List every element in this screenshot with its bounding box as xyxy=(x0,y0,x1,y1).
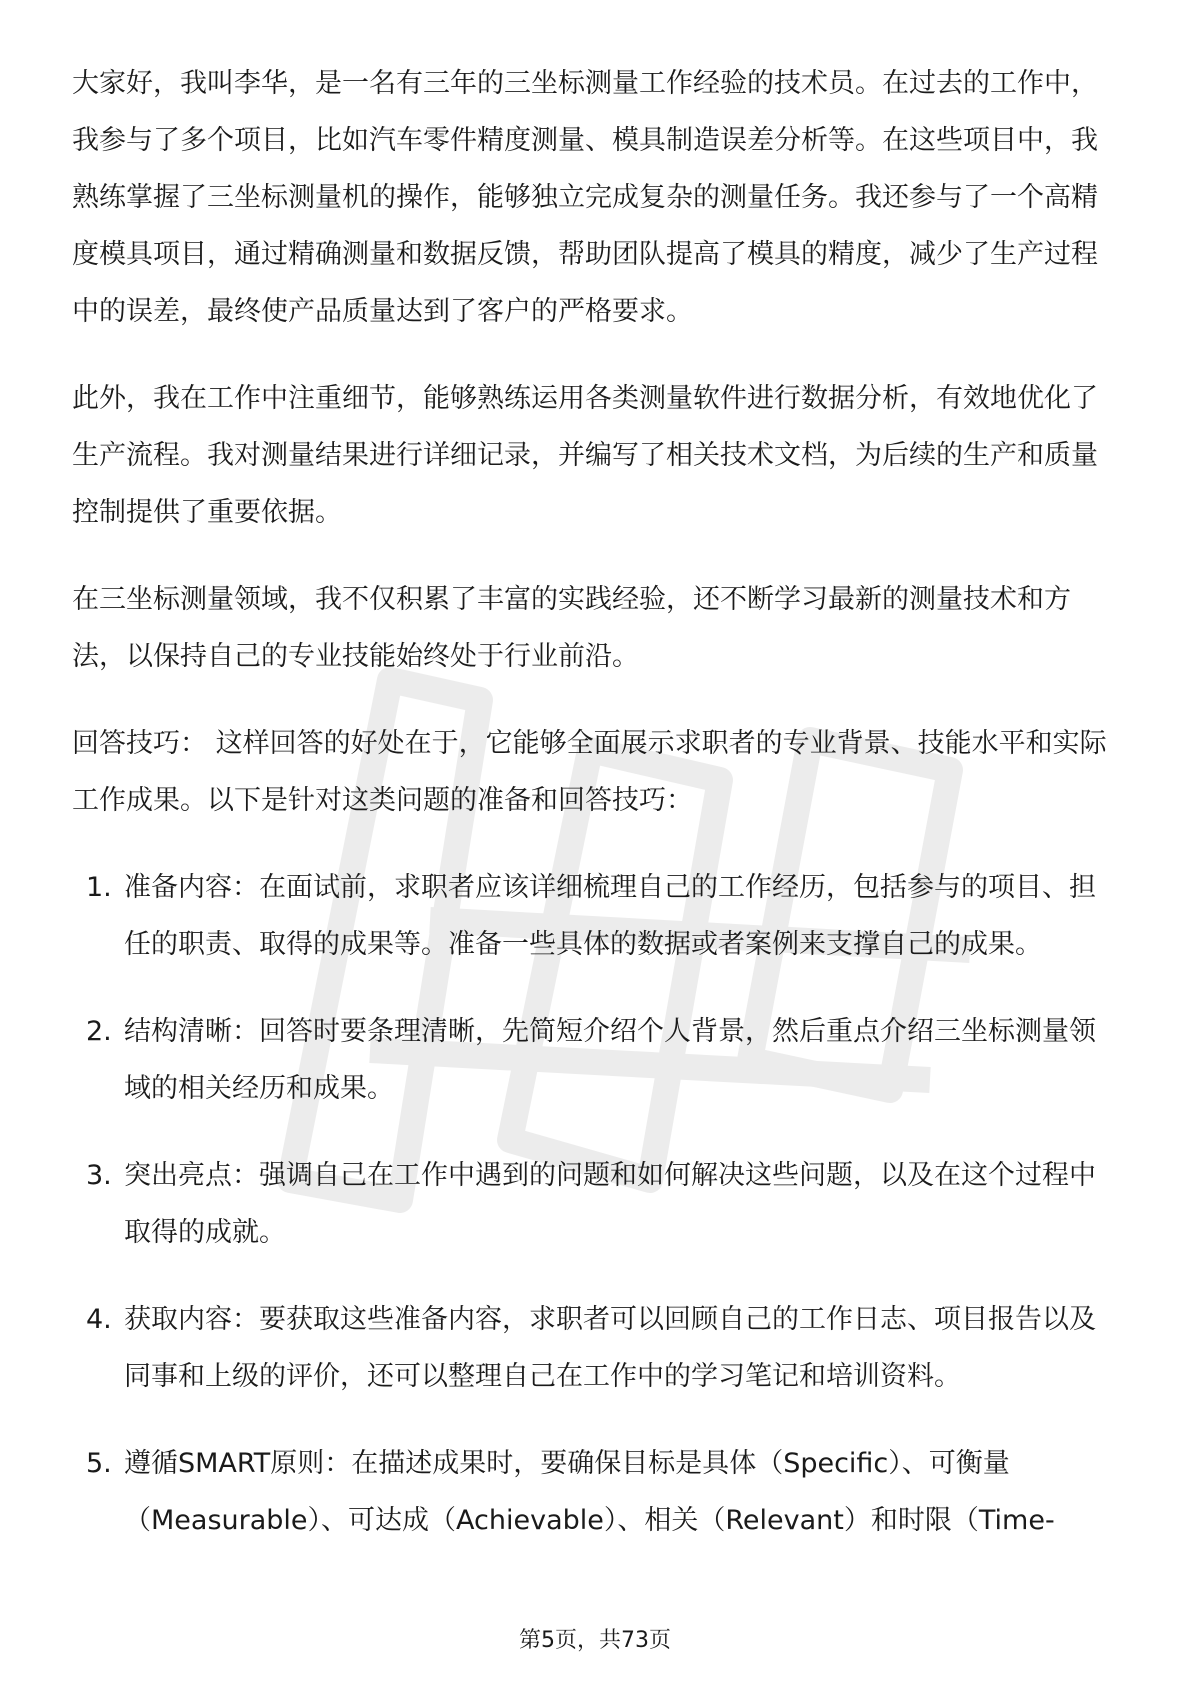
list-item xyxy=(72,1435,1122,1549)
list-item-number: 3. xyxy=(86,1160,112,1191)
list-item-text: 准备内容：在面试前，求职者应该详细梳理自己的工作经历，包括参与的项目、担任的职责、取得的成果等。准备一些具体的数据或者案例来支撑自己的成果。 xyxy=(124,872,1096,960)
list-item xyxy=(72,1003,1122,1117)
list-item-text: 获取内容：要获取这些准备内容，求职者可以回顾自己的工作日志、项目报告以及同事和上级的评价，还可以整理自己在工作中的学习笔记和培训资料。 xyxy=(124,1304,1096,1392)
tips-list xyxy=(72,859,1122,1549)
list-item xyxy=(72,1147,1122,1261)
list-item-text: 结构清晰：回答时要条理清晰，先简短介绍个人背景，然后重点介绍三坐标测量领域的相关经历和成果。 xyxy=(124,1016,1096,1104)
detail-paragraph: 此外，我在工作中注重细节，能够熟练运用各类测量软件进行数据分析，有效地优化了生产流程。我对测量结果进行详细记录，并编写了相关技术文档，为后续的生产和质量控制提供了重要依据。 xyxy=(72,383,1098,528)
field-paragraph: 在三坐标测量领域，我不仅积累了丰富的实践经验，还不断学习最新的测量技术和方法，以保持自己的专业技能始终处于行业前沿。 xyxy=(72,584,1071,672)
list-item-text: 突出亮点：强调自己在工作中遇到的问题和如何解决这些问题，以及在这个过程中取得的成就。 xyxy=(124,1160,1096,1248)
document-body xyxy=(72,55,1122,1579)
list-item-number: 4. xyxy=(86,1304,112,1335)
list-item-number: 5. xyxy=(86,1448,112,1479)
intro-paragraph: 大家好，我叫李华，是一名有三年的三坐标测量工作经验的技术员。在过去的工作中，我参与了多个项目，比如汽车零件精度测量、模具制造误差分析等。在这些项目中，我熟练掌握了三坐标测量机的操作，能够独立完成复杂的测量任务。我还参与了一个高精度模具项目，通过精确测量和数据反馈，帮助团队提高了模具的精度，减少了生产过程中的误差，最终使产品质量达到了客户的严格要求。 xyxy=(72,68,1098,327)
page-number-footer: 第5页，共73页 xyxy=(519,1628,671,1653)
list-item-number: 1. xyxy=(86,872,112,903)
list-item-number: 2. xyxy=(86,1016,112,1047)
list-item xyxy=(72,859,1122,973)
tips-intro-paragraph: 回答技巧： 这样回答的好处在于，它能够全面展示求职者的专业背景、技能水平和实际工作成果。以下是针对这类问题的准备和回答技巧： xyxy=(72,728,1107,816)
list-item xyxy=(72,1291,1122,1405)
list-item-text: 遵循SMART原则：在描述成果时，要确保目标是具体（Specific）、可衡量（Measurable）、可达成（Achievable）、相关（Relevant）和时限（Time- xyxy=(124,1448,1055,1536)
